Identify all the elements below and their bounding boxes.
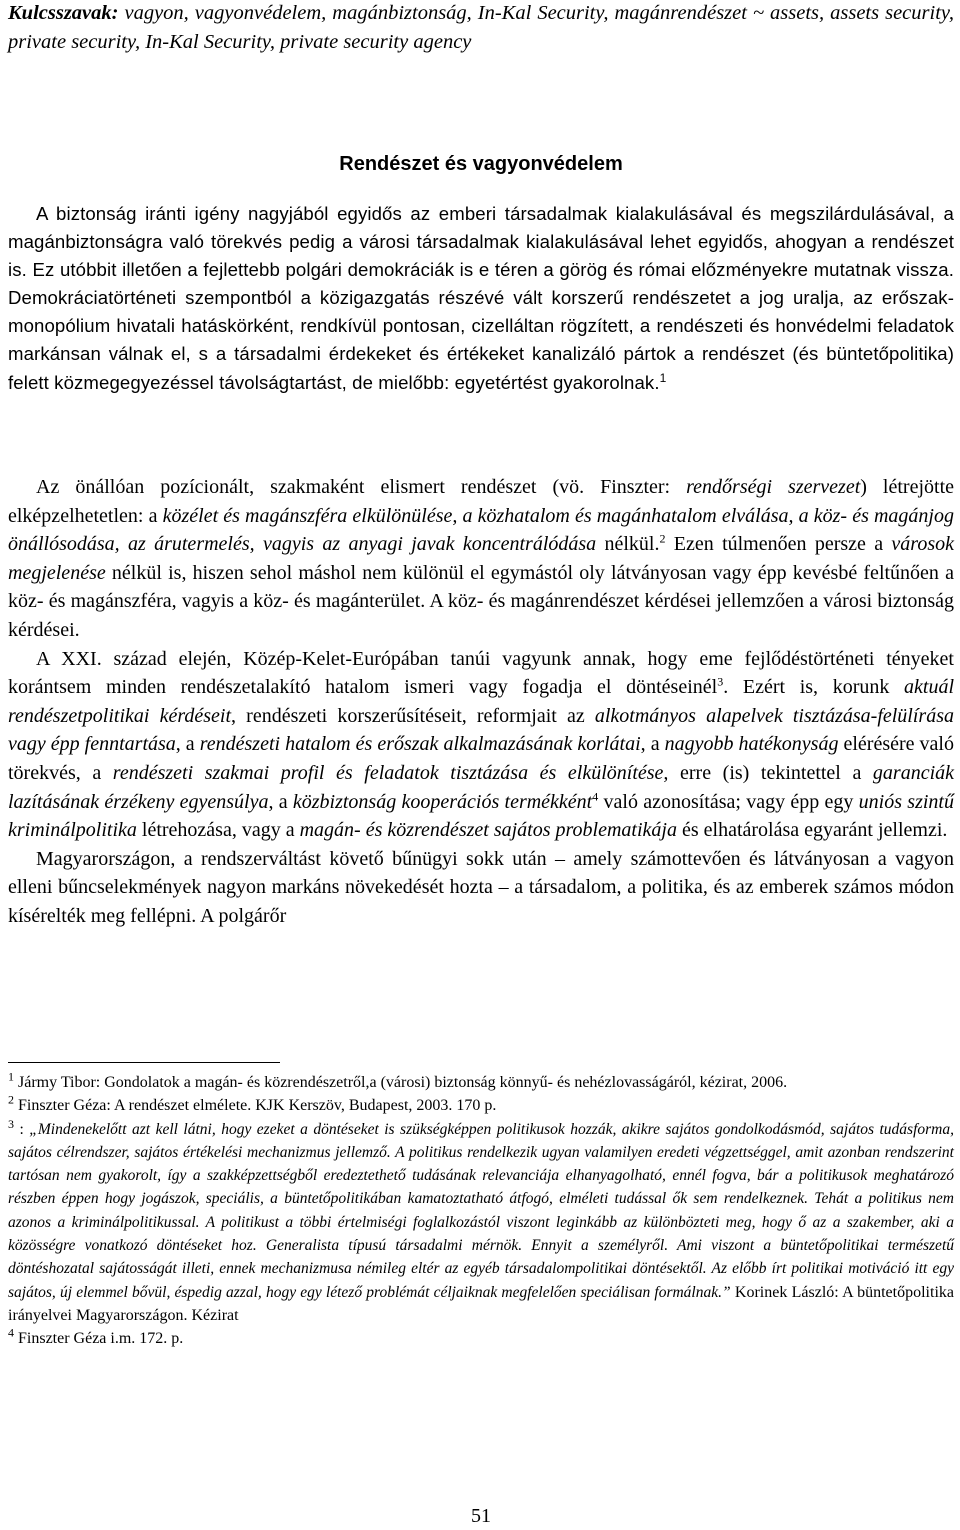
footnote-number: 1 [8, 1069, 14, 1084]
keywords-label: Kulcsszavak: [8, 2, 119, 24]
paragraph-4 [8, 845, 954, 931]
paragraph-3-italic: közbiztonság kooperációs termékként [292, 790, 593, 813]
paragraph-3 [8, 645, 954, 845]
footnote-text: Jármy Tibor: Gondolatok a magán- és közrendészetről,a (városi) biztonság könnyű- és nehézlovasságáról, kézirat, 2006. [14, 1074, 788, 1091]
footnote-4 [8, 1327, 954, 1350]
paragraph-2-text: nélkül. [596, 533, 660, 556]
footnote-2 [8, 1094, 954, 1117]
paragraph-2 [8, 473, 954, 645]
footnotes [8, 1071, 954, 1351]
keywords-block [8, 0, 954, 57]
page-number: 51 [471, 1505, 491, 1527]
footnote-3 [8, 1118, 954, 1328]
footnote-separator [8, 1062, 280, 1063]
paragraph-3-italic: alkotmányos alapelvek tisztázása-felülírása vagy épp fenntartása [8, 704, 954, 756]
footnote-number: 3 [8, 1116, 14, 1131]
paragraph-2-text: Ezen túlmenően persze a [665, 533, 892, 556]
paragraph-3-italic: rendészeti szakmai profil és feladatok tisztázása és elkülönítése, [112, 761, 669, 784]
body-sans [8, 200, 954, 397]
paragraph-3-italic: aktuál rendészetpolitikai kérdéseit [8, 676, 955, 727]
paragraph-3-text: elérésére való törekvés, a [8, 733, 954, 784]
footnote-ref-3: 3 [717, 674, 724, 689]
paragraph-3-text: , rendészeti korszerűsítéseit, reformjait az [231, 704, 595, 727]
paragraph-3-text: , a [640, 733, 665, 756]
paragraph-3-text: létrehozása, vagy a [136, 819, 300, 842]
footnote-number: 4 [8, 1325, 14, 1340]
paragraph-3-text: erre (is) tekintettel a [668, 761, 873, 784]
paragraph-2-italic: közélet és magánszféra elkülönülése, a közhatalom és magánhatalom elválása, a köz- és magánjog önállósodása, az árutermelés, vagyis az anyagi javak koncentrálódása [8, 504, 954, 556]
footnote-text: Finszter Géza: A rendészet elmélete. KJK Kerszöv, Budapest, 2003. 170 p. [14, 1097, 497, 1115]
paragraph-2-text: ) létrejötte elképzelhetetlen: a [8, 476, 955, 527]
paragraph-1 [8, 200, 954, 397]
paragraph-2-text: nélkül is, hiszen sehol máshol nem különül el egymástól oly látványosan vagy épp kevésbé feltűnően a köz- és magánszféra, vagyis a köz- és magánterület. A köz- és magánrendészet kérdései jellemzően a városi biztonság kérdései. [8, 561, 954, 641]
footnote-ref-1: 1 [659, 370, 667, 385]
paragraph-3-text: való azonosítása; vagy épp egy [598, 790, 859, 813]
paragraph-3-text: és elhatárolása egyaránt jellemzi. [676, 819, 948, 842]
paragraph-3-italic: garanciák lazításának érzékeny egyensúlya [8, 761, 954, 813]
paragraph-2-text: Az önállóan pozícionált, szakmaként elismert rendészet (vö. Finszter: [36, 476, 687, 498]
paragraph-1-text: A biztonság iránti igény nagyjából egyidős az emberi társadalmak kialakulásával és megszilárdulásával, a magánbiztonságra való törekvés pedig a városi társadalmak kialakulásával lehet egyidős, ahogyan a rendészet is. Ez utóbbit illetően a fejlettebb polgári demokráciák is e téren a görög és római előzményekre mutatnak vissza. Demokráciatörténeti szempontból a közigazgatás részévé vált korszerű rendészetet a jog uralja, az erőszak-monopólium hivatali hatáskörként, rendkívül pontosan, cizelláltan rögzített, a rendészeti és honvédelmi feladatok markánsan válnak el, s a társadalmi érdekeket és értékeket kanalizáló pártok a rendészet (és büntetőpolitika) felett közmegegyezéssel távolságtartást, de mielőbb: egyetértést gyakorolnak. [8, 203, 954, 393]
footnote-ref-2: 2 [659, 531, 666, 546]
paragraph-2-italic: városok megjelenése [8, 533, 954, 584]
footnote-text: Korinek László: A büntetőpolitika irányelvei Magyarországon. Kézirat [8, 1283, 954, 1324]
footnote-ref-4: 4 [592, 788, 599, 803]
footnote-text: Finszter Géza i.m. 172. p. [14, 1330, 184, 1348]
paragraph-2-italic: rendőrségi szervezet [686, 476, 861, 498]
footnote-1 [8, 1071, 954, 1094]
footnote-text: : [14, 1120, 30, 1138]
paragraph-3-italic: rendészeti hatalom és erőszak alkalmazásának korlátai [199, 733, 641, 756]
footnote-quote: „Mindenekelőtt azt kell látni, hogy ezeket a döntéseket is szükségképpen politikusok hozzák, akikre sajátos gondolkodásmód, sajátos tudásforma, sajátos célrendszer, sajátos értékelési mechanizmus jellemző. A politikus rendelkezik ugyan valamilyen eredeti végzettséggel, amit azonban rendszerint tartósan nem gyakorolt, így a szakképzettségből eredeztethető tudásának relevanciája elhanyagolható, ennél fogva, bár a politikusok meghatározó részben éppen hogy jogászok, speciális, a büntetőpolitikában kamatoztatható átfogó, elméleti tudással ők sem rendelkeznek. Tehát a politikus nem azonos a kriminálpolitikussal. A politikust a többi értelmiségi foglalkozástól viszont leginkább az különbözteti meg, hogy ő az a szakember, aki a közösségre vonatkozó döntéseket hoz. Generalista típusú társadalmi mérnök. Ennyit a személyről. Ami viszont a büntetőpolitikai természetű döntéshozatal sajátosságát illeti, ennek mechanizmusa némileg eltér az egyéb társadalompolitikai döntésektől. Az előbb írt politikai motiváció itt egy sajátos, új elemmel bővül, éspedig azzal, hogy egy létező problémát céljaiknak megfelelően speciálisan formálnak.” [8, 1120, 954, 1301]
footnote-number: 2 [8, 1092, 14, 1107]
paragraph-3-text: A XXI. század elején, Közép-Kelet-Európában tanúi vagyunk annak, hogy eme fejlődéstörténeti tényeket korántsem minden rendészetalakító hatalom ismeri vagy fogadja el döntéseinél [8, 647, 954, 699]
paragraph-3-italic: nagyobb hatékonyság [664, 733, 839, 756]
paragraph-4-text: Magyarországon, a rendszerváltást követő bűnügyi sokk után – amely számottevően és látványosan a vagyon elleni bűncselekmények nagyon markáns növekedését hozta – a társadalom, a politika, és az emberek számos módon kísérelték meg fellépni. A polgárőr [8, 847, 954, 927]
body-serif [8, 473, 954, 931]
section-title: Rendészet és vagyonvédelem [339, 153, 623, 175]
paragraph-3-text: , a [268, 790, 293, 813]
paragraph-3-text: , a [175, 733, 200, 756]
keywords-text: vagyon, vagyonvédelem, magánbiztonság, In-Kal Security, magánrendészet ~ assets, assets security, private security, In-Kal Security, private security agency [8, 2, 954, 53]
paragraph-3-italic: magán- és közrendészet sajátos problematikája [299, 819, 677, 842]
paragraph-3-italic: uniós szintű kriminálpolitika [8, 790, 954, 842]
paragraph-3-text: . Ezért is, korunk [723, 676, 905, 699]
